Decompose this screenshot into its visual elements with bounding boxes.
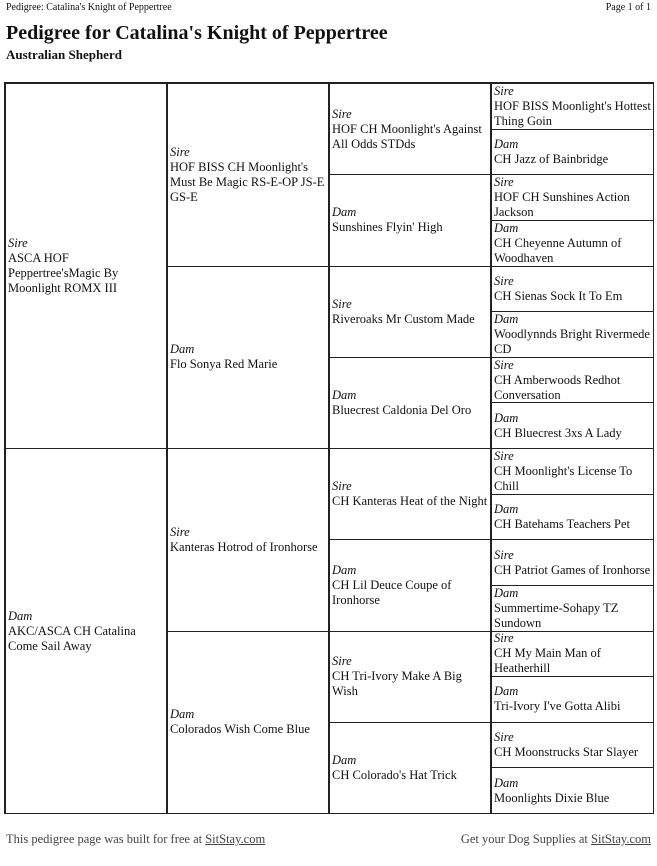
pedigree-cell-gen3	[329, 631, 491, 723]
ancestor-role: Dam	[170, 342, 195, 357]
ancestor-name: CH Amberwoods Redhot Conversation	[494, 372, 621, 402]
ancestor-name: Kanteras Hotrod of Ironhorse	[170, 539, 318, 554]
pedigree-cell-gen4	[491, 448, 654, 495]
pedigree-cell-gen3	[329, 539, 491, 631]
ancestor-name: HOF BISS Moonlight's Hottest Thing Goin	[494, 98, 651, 128]
footer-right	[461, 832, 651, 847]
page-number: Page 1 of 1	[605, 2, 651, 13]
pedigree-cell-gen1	[5, 448, 167, 814]
ancestor-name: Flo Sonya Red Marie	[170, 357, 278, 372]
pedigree-cell-gen2	[167, 631, 329, 815]
ancestor-role: Sire	[494, 448, 514, 463]
pedigree-cell-gen4	[491, 767, 654, 814]
breed-subtitle: Australian Shepherd	[6, 47, 122, 62]
ancestor-name: HOF CH Moonlight's Against All Odds STDds	[332, 121, 482, 151]
ancestor-role: Sire	[8, 236, 28, 250]
footer-left	[6, 832, 265, 847]
pedigree-cell-gen1	[5, 83, 167, 449]
ancestor-name: CH Batehams Teachers Pet	[494, 516, 631, 531]
pedigree-cell-gen2	[167, 83, 329, 267]
ancestor-name: HOF CH Sunshines Action Jackson	[494, 190, 630, 220]
pedigree-cell-gen2	[167, 266, 329, 450]
pedigree-cell-gen3	[329, 266, 491, 358]
pedigree-cell-gen4	[491, 357, 654, 404]
ancestor-role: Dam	[8, 608, 33, 623]
pedigree-cell-gen4	[491, 402, 654, 449]
ancestor-role: Dam	[494, 501, 519, 516]
pedigree-cell-gen4	[491, 494, 654, 541]
ancestor-name: CH Cheyenne Autumn of Woodhaven	[494, 235, 622, 265]
ancestor-role: Sire	[332, 479, 352, 494]
ancestor-name: CH Bluecrest 3xs A Lady	[494, 425, 622, 440]
ancestor-name: CH My Main Man of Heatherhill	[494, 646, 601, 676]
ancestor-role: Dam	[494, 684, 519, 699]
ancestor-role: Sire	[332, 296, 352, 311]
ancestor-name: CH Sienas Sock It To Em	[494, 288, 623, 303]
ancestor-name: Sunshines Flyin' High	[332, 220, 443, 235]
ancestor-name: Summertime-Sohapy TZ Sundown	[494, 600, 619, 630]
ancestor-role: Dam	[494, 775, 519, 790]
pedigree-cell-gen4	[491, 174, 654, 221]
pedigree-cell-gen4	[491, 631, 654, 678]
ancestor-role: Sire	[494, 357, 514, 372]
ancestor-name: Bluecrest Caldonia Del Oro	[332, 402, 472, 417]
pedigree-cell-gen4	[491, 676, 654, 723]
ancestor-role: Dam	[494, 311, 519, 326]
ancestor-role: Sire	[494, 83, 514, 98]
pedigree-cell-gen4	[491, 129, 654, 176]
pedigree-table	[4, 82, 654, 814]
ancestor-name: CH Jazz of Bainbridge	[494, 151, 609, 166]
ancestor-name: Riveroaks Mr Custom Made	[332, 311, 475, 326]
ancestor-name: AKC/ASCA CH Catalina Come Sail Away	[8, 623, 136, 653]
pedigree-cell-gen3	[329, 83, 491, 175]
ancestor-role: Dam	[494, 136, 519, 151]
ancestor-name: CH Patriot Games of Ironhorse	[494, 562, 651, 577]
ancestor-name: Woodlynnds Bright Rivermede CD	[494, 326, 650, 356]
ancestor-role: Sire	[494, 273, 514, 288]
ancestor-name: Tri-Ivory I've Gotta Alibi	[494, 699, 621, 714]
pedigree-cell-gen4	[491, 220, 654, 267]
footer-right-link[interactable]: SitStay.com	[591, 832, 651, 846]
footer-left-link[interactable]: SitStay.com	[205, 832, 266, 846]
ancestor-name: HOF BISS CH Moonlight's Must Be Magic RS-E-OP JS-E GS-E	[170, 159, 325, 204]
ancestor-name: ASCA HOF Peppertree'sMagic By Moonlight ROMX III	[8, 251, 119, 295]
pedigree-cell-gen4	[491, 266, 654, 313]
pedigree-cell-gen2	[167, 448, 329, 632]
ancestor-name: CH Tri-Ivory Make A Big Wish	[332, 669, 462, 699]
ancestor-role: Sire	[170, 144, 190, 159]
ancestor-role: Dam	[332, 205, 357, 220]
ancestor-role: Dam	[494, 410, 519, 425]
print-header-title: Pedigree: Catalina's Knight of Peppertree	[6, 2, 172, 13]
ancestor-name: CH Moonstrucks Star Slayer	[494, 745, 639, 760]
pedigree-cell-gen4	[491, 722, 654, 769]
footer-left-text: This pedigree page was built for free at	[6, 832, 206, 846]
ancestor-name: CH Moonlight's License To Chill	[494, 463, 633, 493]
ancestor-role: Sire	[170, 524, 190, 539]
pedigree-cell-gen3	[329, 448, 491, 540]
pedigree-cell-gen4	[491, 585, 654, 632]
ancestor-role: Sire	[494, 631, 514, 646]
ancestor-name: CH Kanteras Heat of the Night	[332, 494, 488, 509]
ancestor-name: Colorados Wish Come Blue	[170, 722, 310, 737]
pedigree-cell-gen3	[329, 357, 491, 449]
pedigree-cell-gen3	[329, 722, 491, 814]
ancestor-role: Sire	[332, 106, 352, 121]
footer-right-text: Get your Dog Supplies at	[460, 832, 592, 846]
ancestor-role: Sire	[494, 547, 514, 562]
ancestor-role: Dam	[332, 752, 357, 767]
ancestor-role: Dam	[332, 387, 357, 402]
pedigree-cell-gen4	[491, 539, 654, 586]
ancestor-role: Sire	[494, 730, 514, 745]
pedigree-cell-gen4	[491, 311, 654, 358]
ancestor-role: Sire	[494, 175, 514, 190]
pedigree-cell-gen3	[329, 174, 491, 266]
page-title: Pedigree for Catalina's Knight of Peppertree	[6, 22, 388, 44]
ancestor-role: Dam	[170, 707, 195, 722]
ancestor-role: Dam	[494, 585, 519, 600]
pedigree-cell-gen4	[491, 83, 654, 130]
ancestor-role: Dam	[332, 562, 357, 577]
ancestor-name: CH Lil Deuce Coupe of Ironhorse	[332, 577, 452, 607]
ancestor-role: Dam	[494, 220, 519, 235]
ancestor-name: CH Colorado's Hat Trick	[332, 767, 457, 782]
ancestor-role: Sire	[332, 654, 352, 669]
ancestor-name: Moonlights Dixie Blue	[494, 790, 610, 805]
